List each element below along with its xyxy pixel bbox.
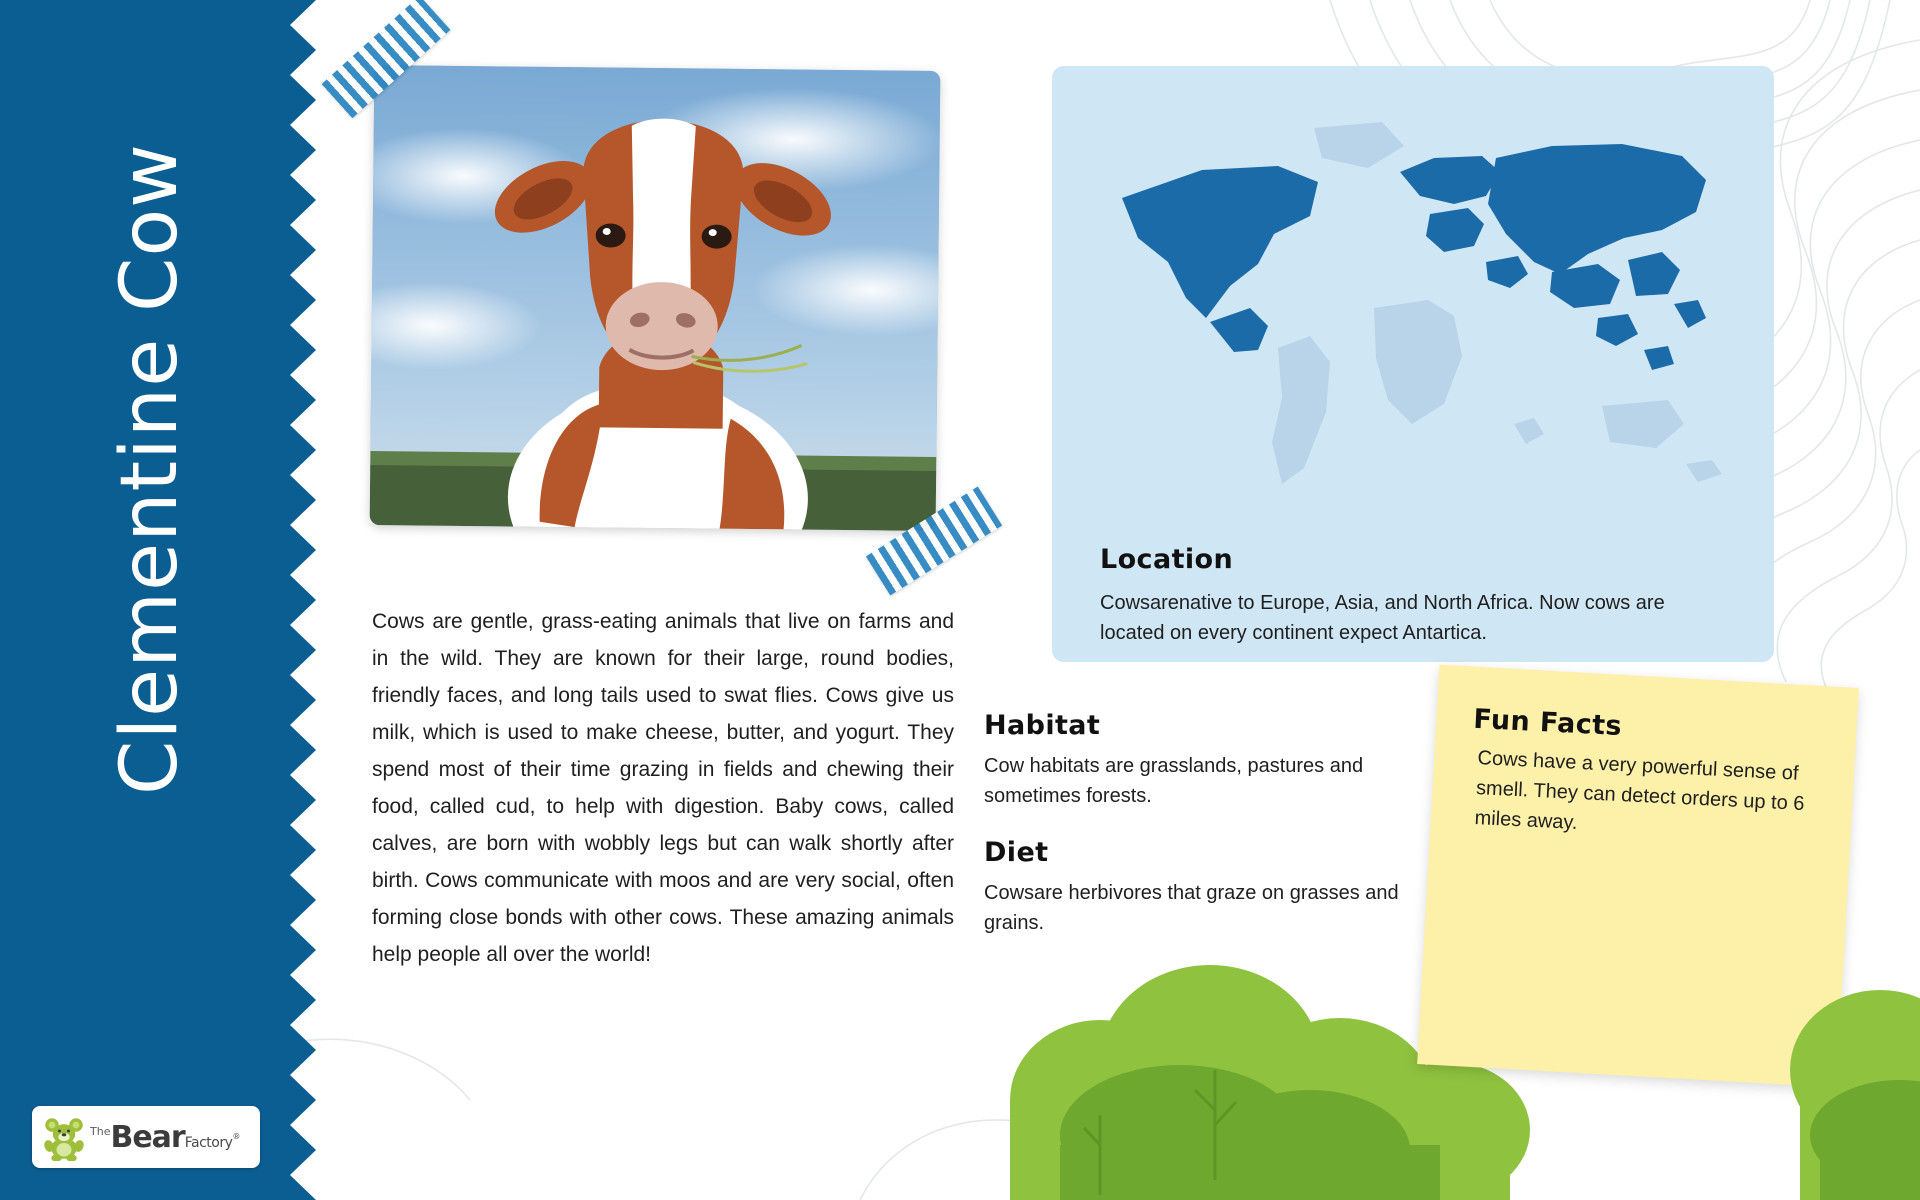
habitat-text: Cow habitats are grasslands, pastures and sometimes forests. — [984, 755, 1364, 807]
logo-factory-word: Factory — [184, 1134, 233, 1151]
location-heading: Location — [1100, 544, 1234, 575]
page-title: Clementine Cow — [105, 143, 195, 795]
sticky-note-fold — [1803, 1052, 1839, 1088]
habitat-diet-column — [984, 710, 1404, 964]
logo-bear-word: Bear — [110, 1119, 185, 1155]
logo-wordmark — [90, 1120, 240, 1155]
fun-facts-heading: Fun Facts — [1472, 703, 1623, 743]
habitat-heading: Habitat — [984, 710, 1101, 741]
teddy-bear-icon — [40, 1113, 88, 1161]
brand-logo[interactable] — [32, 1106, 260, 1168]
diet-heading: Diet — [984, 837, 1049, 868]
diet-text: Cowsare herbivores that graze on grasses and grains. — [984, 882, 1399, 934]
logo-registered-mark: ® — [232, 1131, 241, 1141]
cow-photo-container — [372, 68, 938, 528]
sidebar-zigzag-edge — [290, 0, 316, 1200]
fun-facts-text: Cows have a very powerful sense of smell. They can detect orders up to 6 miles away. — [1474, 747, 1805, 834]
location-card — [1052, 66, 1774, 662]
world-map — [1082, 112, 1742, 512]
description-paragraph: Cows are gentle, grass-eating animals that live on farms and in the wild. They are known for their large, round bodies, friendly faces, and long tails used to swat flies. Cows give us milk, which is used to make cheese, butter, and yogurt. They spend most of their time grazing in fields and chewing their food, called cud, to help with digestion. Baby cows, called calves, are born with wobbly legs but can walk shortly after birth. Cows communicate with moos and are very social, often forming close bonds with other cows. These amazing animals help people all over the world! — [372, 610, 954, 966]
location-text: Cowsarenative to Europe, Asia, and North Africa. Now cows are located on every continent expect Antartica. — [1100, 592, 1665, 644]
cow-photograph — [370, 65, 941, 531]
logo-the: The — [90, 1124, 111, 1138]
fun-facts-note — [1417, 665, 1859, 1088]
